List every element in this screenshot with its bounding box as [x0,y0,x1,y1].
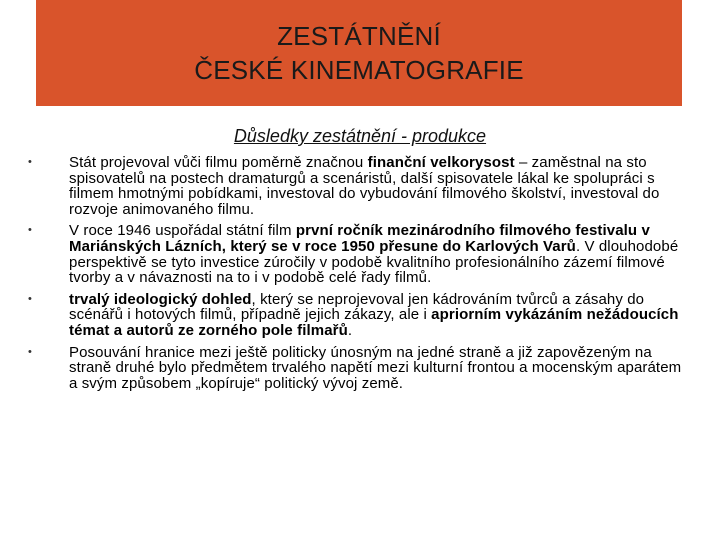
bullet-point-icon: • [28,345,32,358]
slide-title-line-2: ČESKÉ KINEMATOGRAFIE [194,55,524,85]
bullet-emphasis: trvalý ideologický dohled [69,290,252,308]
bullet-text: V roce 1946 uspořádal státní film [69,222,296,240]
title-banner [36,0,682,106]
slide-subtitle: Důsledky zestátnění - produkce [233,126,487,146]
bullet-point-icon: • [28,156,32,168]
bullet-point-icon: • [28,224,32,237]
bullet-list [28,155,692,397]
bullet-text: Posouvání hranice mezi ještě politicky únosným na jedné straně a již zapovězeným na straně druhé bylo předmětem trvalého napětí mezi kulturní frontou a mocenským aparátem a svým způsobem „kopíruje“ politický vývoj země. [69,343,682,392]
bullet-item-ideology [28,292,692,339]
bullet-emphasis: první ročník mezinárodního filmového festivalu v Mariánských Lázních, který se v roce 1950 přesune do Karlových Varů [69,222,650,255]
bullet-text: . V dlouhodobé perspektivě se tyto investice zúročily v podobě kvalitního profesionálního zázemí filmové tvorby a v návaznosti na to i v podobě celé řady filmů. [69,237,679,287]
bullet-text: – zaměstnal na sto spisovatelů na postech dramaturgů a scenáristů, další spisovatele lákal ke spolupráci s filmem hmotnými pobídkami, investoval do vybudování filmového školství, investoval do rozvoje animovaného filmu. [69,154,660,218]
slide-title-line-1: ZESTÁTNĚNÍ [277,21,441,51]
bullet-text: , který se neprojevoval jen kádrováním tvůrců a zásahy do scénářů i hotových filmů, případně jejich zákazy, ale i [69,290,645,324]
bullet-item-festival [28,223,692,285]
bullet-text: . [347,321,353,339]
bullet-text: Stát projevoval vůči filmu poměrně značnou [69,154,368,171]
bullet-emphasis: finanční velkorysost [367,154,515,171]
bullet-item-financial [28,155,692,217]
bullet-emphasis: apriorním vykázáním nežádoucích témat a autorů ze zorného pole filmařů [69,306,679,339]
bullet-item-boundaries [28,345,692,392]
bullet-point-icon: • [28,292,32,305]
